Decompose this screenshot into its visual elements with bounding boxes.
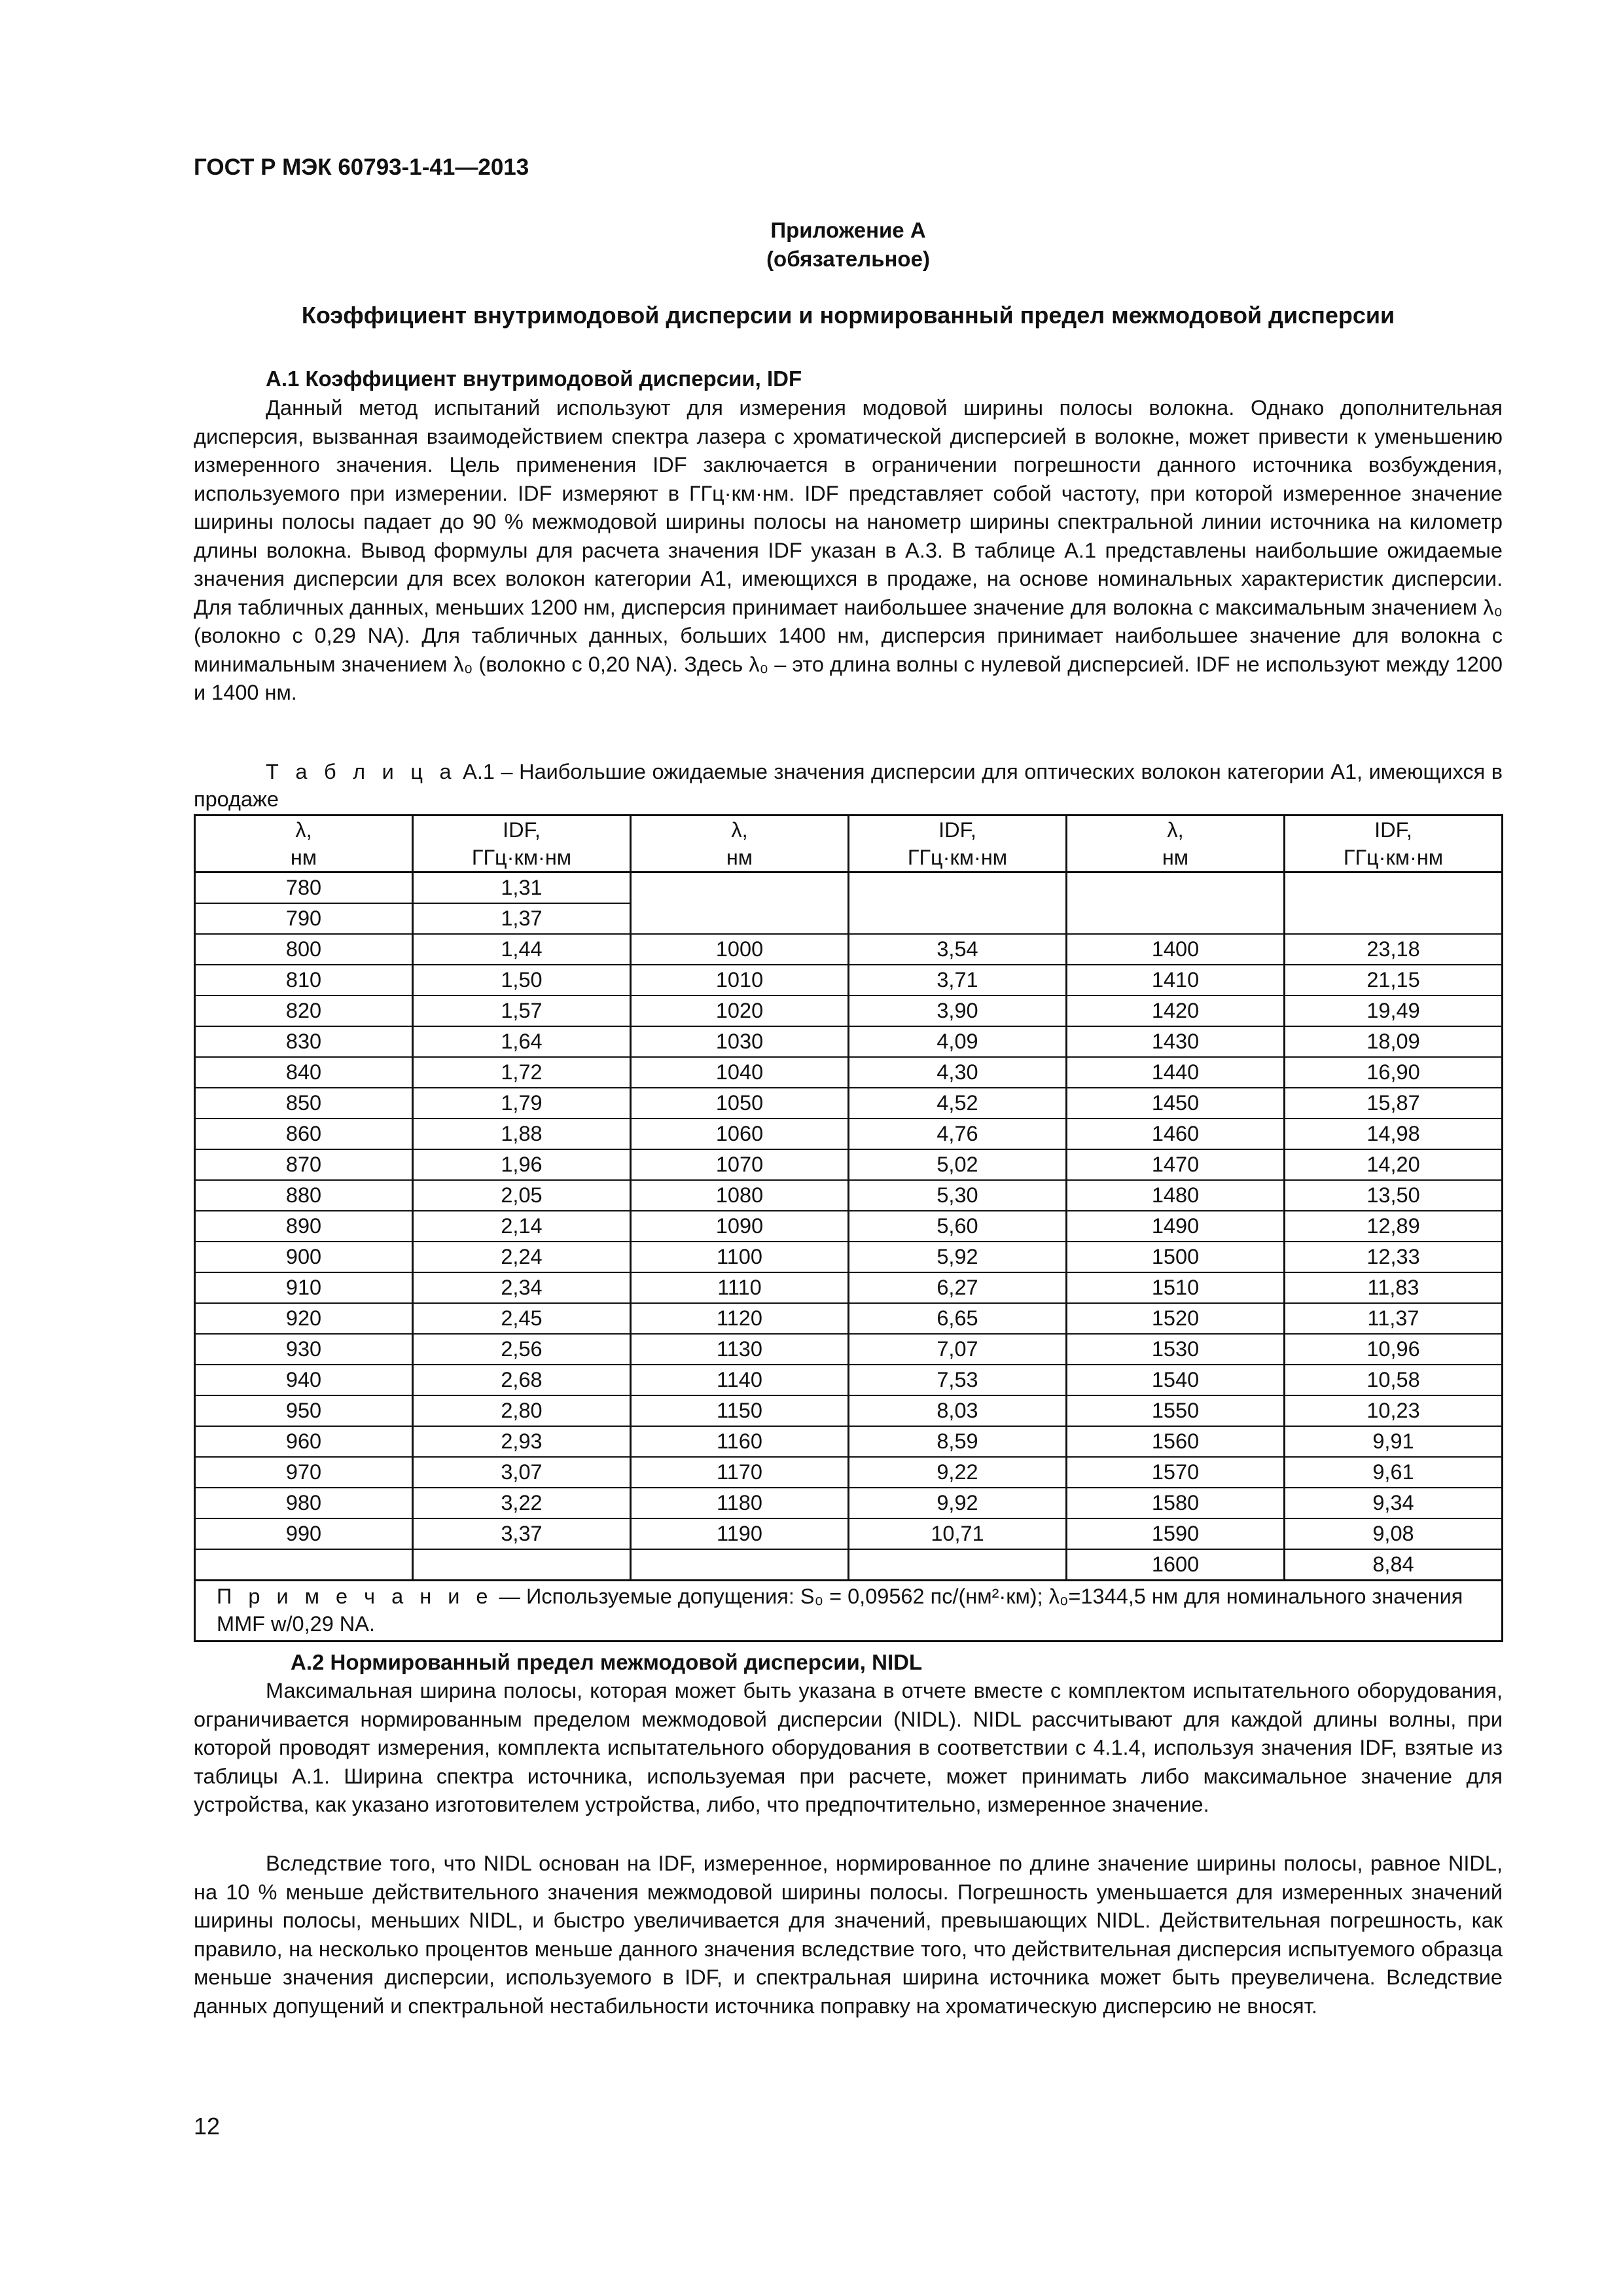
dispersion-table xyxy=(194,814,1503,1642)
table-row xyxy=(195,1026,1503,1057)
cell-idf-3: 11,83 xyxy=(1285,1272,1503,1303)
section-a1-heading: А.1 Коэффициент внутримодовой дисперсии, IDF xyxy=(266,367,802,391)
cell-wavelength-2: 1190 xyxy=(631,1518,849,1549)
cell-idf-1: 3,07 xyxy=(413,1457,631,1488)
cell-idf-3: 18,09 xyxy=(1285,1026,1503,1057)
cell-idf-3: 23,18 xyxy=(1285,934,1503,965)
cell-wavelength-3: 1590 xyxy=(1067,1518,1285,1549)
cell-idf-3: 15,87 xyxy=(1285,1088,1503,1119)
section-a2-heading: А.2 Нормированный предел межмодовой дисперсии, NIDL xyxy=(291,1650,923,1674)
appendix-label: Приложение А xyxy=(770,218,926,242)
cell-idf-1: 2,56 xyxy=(413,1334,631,1365)
page-number: 12 xyxy=(194,2113,221,2140)
cell-idf-2: 4,52 xyxy=(849,1088,1067,1119)
table-row xyxy=(195,1365,1503,1395)
table-header xyxy=(195,816,1503,872)
cell-idf-2 xyxy=(849,1549,1067,1581)
cell-idf-2: 6,65 xyxy=(849,1303,1067,1334)
cell-wavelength-2: 1090 xyxy=(631,1211,849,1242)
cell-wavelength-1: 900 xyxy=(195,1242,413,1272)
cell-wavelength-3 xyxy=(1067,872,1285,904)
cell-wavelength-3: 1580 xyxy=(1067,1488,1285,1518)
cell-idf-1: 2,68 xyxy=(413,1365,631,1395)
header-idf-3: IDF, ГГц·км·нм xyxy=(1285,816,1503,872)
cell-idf-2: 7,53 xyxy=(849,1365,1067,1395)
cell-wavelength-2: 1160 xyxy=(631,1426,849,1457)
cell-wavelength-1: 850 xyxy=(195,1088,413,1119)
header-idf-1: IDF, ГГц·км·нм xyxy=(413,816,631,872)
cell-wavelength-1: 780 xyxy=(195,872,413,904)
table-row xyxy=(195,872,1503,904)
cell-idf-2: 7,07 xyxy=(849,1334,1067,1365)
cell-idf-1 xyxy=(413,1549,631,1581)
cell-wavelength-3: 1470 xyxy=(1067,1149,1285,1180)
table-row xyxy=(195,1119,1503,1149)
cell-idf-3: 12,89 xyxy=(1285,1211,1503,1242)
cell-idf-3: 9,61 xyxy=(1285,1457,1503,1488)
cell-idf-1: 1,88 xyxy=(413,1119,631,1149)
header-idf-2: IDF, ГГц·км·нм xyxy=(849,816,1067,872)
cell-wavelength-1: 880 xyxy=(195,1180,413,1211)
cell-wavelength-3: 1430 xyxy=(1067,1026,1285,1057)
cell-idf-3: 8,84 xyxy=(1285,1549,1503,1581)
table-row xyxy=(195,1211,1503,1242)
cell-wavelength-1: 800 xyxy=(195,934,413,965)
cell-idf-1: 1,50 xyxy=(413,965,631,996)
header-wavelength-3: λ, нм xyxy=(1067,816,1285,872)
cell-idf-2: 4,30 xyxy=(849,1057,1067,1088)
cell-wavelength-3: 1420 xyxy=(1067,996,1285,1026)
cell-wavelength-1: 980 xyxy=(195,1488,413,1518)
cell-wavelength-2 xyxy=(631,1549,849,1581)
cell-idf-3 xyxy=(1285,903,1503,934)
cell-idf-1: 2,45 xyxy=(413,1303,631,1334)
cell-idf-2: 5,60 xyxy=(849,1211,1067,1242)
table-caption-label: Т а б л и ц а xyxy=(266,760,457,783)
table-row xyxy=(195,1518,1503,1549)
cell-wavelength-3: 1600 xyxy=(1067,1549,1285,1581)
cell-wavelength-3: 1460 xyxy=(1067,1119,1285,1149)
cell-wavelength-2: 1100 xyxy=(631,1242,849,1272)
cell-wavelength-1: 830 xyxy=(195,1026,413,1057)
table-row xyxy=(195,1272,1503,1303)
cell-wavelength-1: 890 xyxy=(195,1211,413,1242)
cell-idf-1: 3,37 xyxy=(413,1518,631,1549)
cell-wavelength-3: 1410 xyxy=(1067,965,1285,996)
table-row xyxy=(195,1488,1503,1518)
cell-idf-1: 1,64 xyxy=(413,1026,631,1057)
cell-idf-1: 2,34 xyxy=(413,1272,631,1303)
table-row xyxy=(195,1426,1503,1457)
cell-idf-3: 12,33 xyxy=(1285,1242,1503,1272)
cell-idf-2: 8,03 xyxy=(849,1395,1067,1426)
cell-wavelength-1: 910 xyxy=(195,1272,413,1303)
cell-idf-1: 1,72 xyxy=(413,1057,631,1088)
cell-wavelength-3: 1450 xyxy=(1067,1088,1285,1119)
cell-wavelength-3: 1570 xyxy=(1067,1457,1285,1488)
table-row xyxy=(195,1088,1503,1119)
cell-wavelength-3: 1540 xyxy=(1067,1365,1285,1395)
table-note-text: — Используемые допущения: S₀ = 0,09562 пс/(нм²·км); λ₀=1344,5 нм для номинального значения MMF w/0,29 NA. xyxy=(217,1585,1463,1636)
appendix-status: (обязательное) xyxy=(766,247,930,271)
table-note xyxy=(195,1581,1503,1641)
section-a2-paragraph-2: Вследствие того, что NIDL основан на IDF, измеренное, нормированное по длине значение ширины полосы, равное NIDL, на 10 % меньше действительного значения межмодовой ширины полосы. Погрешность уменьшается для измеренных значений ширины полосы, меньших NIDL, и быстро увеличивается для значений, превышающих NIDL. Действительная погрешность, как правило, на несколько процентов меньше данного значения вследствие того, что действительная дисперсия испытуемого образца меньше значения дисперсии, используемого в IDF, и спектральная ширина источника может быть преувеличена. Вследствие данных допущений и спектральной нестабильности источника поправку на хроматическую дисперсию не вносят. xyxy=(194,1852,1503,2018)
cell-idf-1: 1,31 xyxy=(413,872,631,904)
cell-idf-3: 19,49 xyxy=(1285,996,1503,1026)
cell-wavelength-2: 1180 xyxy=(631,1488,849,1518)
cell-wavelength-3: 1510 xyxy=(1067,1272,1285,1303)
cell-wavelength-2: 1130 xyxy=(631,1334,849,1365)
cell-idf-1: 1,79 xyxy=(413,1088,631,1119)
cell-wavelength-2 xyxy=(631,872,849,904)
cell-idf-3: 14,98 xyxy=(1285,1119,1503,1149)
cell-idf-1: 3,22 xyxy=(413,1488,631,1518)
cell-wavelength-2: 1140 xyxy=(631,1365,849,1395)
cell-wavelength-3: 1560 xyxy=(1067,1426,1285,1457)
table-row xyxy=(195,1395,1503,1426)
section-a1-paragraph: Данный метод испытаний используют для измерения модовой ширины полосы волокна. Однако дополнительная дисперсия, вызванная взаимодействием спектра лазера с хроматической дисперсией в волокне, может привести к уменьшению измеренного значения. Цель применения IDF заключается в ограничении погрешности данного источника возбуждения, используемого при измерении. IDF измеряют в ГГц·км·нм. IDF представляет собой частоту, при которой измеренное значение ширины полосы падает до 90 % межмодовой ширины полосы на нанометр ширины спектральной линии источника на километр длины волокна. Вывод формулы для расчета значения IDF указан в А.3. В таблице А.1 представлены наибольшие ожидаемые значения дисперсии для всех волокон категории А1, имеющихся в продаже, на основе номинальных характеристик дисперсии. Для табличных данных, меньших 1200 нм, дисперсия принимает наибольшее значение для волокна с максимальным значением λ₀ (волокно с 0,29 NA). Для табличных данных, больших 1400 нм, дисперсия принимает наибольшее значение для волокна с минимальным значением λ₀ (волокно с 0,20 NA). Здесь λ₀ – это длина волны с нулевой дисперсией. IDF не используют между 1200 и 1400 нм. xyxy=(194,396,1503,704)
cell-idf-3: 10,96 xyxy=(1285,1334,1503,1365)
cell-wavelength-1: 960 xyxy=(195,1426,413,1457)
appendix-heading xyxy=(194,216,1503,274)
cell-wavelength-2: 1170 xyxy=(631,1457,849,1488)
cell-idf-1: 1,37 xyxy=(413,903,631,934)
cell-idf-2: 4,09 xyxy=(849,1026,1067,1057)
cell-wavelength-1: 930 xyxy=(195,1334,413,1365)
cell-wavelength-3: 1490 xyxy=(1067,1211,1285,1242)
cell-idf-3: 9,91 xyxy=(1285,1426,1503,1457)
cell-idf-1: 1,57 xyxy=(413,996,631,1026)
table-note-row xyxy=(195,1581,1503,1641)
table-header-row xyxy=(195,816,1503,872)
cell-wavelength-1: 820 xyxy=(195,996,413,1026)
cell-idf-3: 11,37 xyxy=(1285,1303,1503,1334)
cell-wavelength-2: 1110 xyxy=(631,1272,849,1303)
cell-idf-3: 9,34 xyxy=(1285,1488,1503,1518)
cell-wavelength-3 xyxy=(1067,903,1285,934)
cell-idf-1: 2,24 xyxy=(413,1242,631,1272)
cell-wavelength-1: 840 xyxy=(195,1057,413,1088)
cell-idf-3: 21,15 xyxy=(1285,965,1503,996)
cell-idf-2: 5,92 xyxy=(849,1242,1067,1272)
cell-idf-3: 10,23 xyxy=(1285,1395,1503,1426)
table-body xyxy=(195,872,1503,1581)
section-a2-paragraph-1: Максимальная ширина полосы, которая может быть указана в отчете вместе с комплектом испытательного оборудования, ограничивается нормированным пределом межмодовой дисперсии (NIDL). NIDL рассчитывают для каждой длины волны, при которой проводят измерения, комплекта испытательного оборудования в соответствии с 4.1.4, используя значения IDF, взятые из таблицы А.1. Ширина спектра источника, используемая при расчете, может принимать либо максимальное значение для устройства, как указано изготовителем устройства, либо, что предпочтительно, измеренное значение. xyxy=(194,1679,1503,1816)
cell-wavelength-3: 1520 xyxy=(1067,1303,1285,1334)
cell-wavelength-3: 1400 xyxy=(1067,934,1285,965)
cell-idf-2: 5,30 xyxy=(849,1180,1067,1211)
cell-idf-2: 3,90 xyxy=(849,996,1067,1026)
cell-wavelength-2: 1060 xyxy=(631,1119,849,1149)
cell-idf-2: 10,71 xyxy=(849,1518,1067,1549)
cell-wavelength-2: 1030 xyxy=(631,1026,849,1057)
cell-idf-2 xyxy=(849,903,1067,934)
cell-wavelength-3: 1500 xyxy=(1067,1242,1285,1272)
cell-idf-3: 16,90 xyxy=(1285,1057,1503,1088)
cell-wavelength-2: 1040 xyxy=(631,1057,849,1088)
cell-idf-2: 8,59 xyxy=(849,1426,1067,1457)
cell-idf-1: 1,44 xyxy=(413,934,631,965)
cell-wavelength-3: 1480 xyxy=(1067,1180,1285,1211)
cell-idf-2: 6,27 xyxy=(849,1272,1067,1303)
cell-wavelength-2: 1150 xyxy=(631,1395,849,1426)
cell-wavelength-1: 940 xyxy=(195,1365,413,1395)
table-caption xyxy=(194,758,1503,813)
cell-wavelength-2: 1020 xyxy=(631,996,849,1026)
cell-wavelength-3: 1440 xyxy=(1067,1057,1285,1088)
cell-wavelength-2: 1070 xyxy=(631,1149,849,1180)
cell-wavelength-2: 1000 xyxy=(631,934,849,965)
cell-idf-1: 1,96 xyxy=(413,1149,631,1180)
appendix-title: Коэффициент внутримодовой дисперсии и нормированный предел межмодовой дисперсии xyxy=(301,302,1395,329)
table-row xyxy=(195,1334,1503,1365)
cell-idf-3: 10,58 xyxy=(1285,1365,1503,1395)
table-row xyxy=(195,1242,1503,1272)
cell-idf-3: 9,08 xyxy=(1285,1518,1503,1549)
cell-idf-3: 13,50 xyxy=(1285,1180,1503,1211)
cell-idf-2: 3,71 xyxy=(849,965,1067,996)
cell-wavelength-1: 990 xyxy=(195,1518,413,1549)
table-row xyxy=(195,1057,1503,1088)
cell-idf-2: 5,02 xyxy=(849,1149,1067,1180)
table-row xyxy=(195,1180,1503,1211)
cell-wavelength-1: 950 xyxy=(195,1395,413,1426)
cell-idf-3 xyxy=(1285,872,1503,904)
cell-wavelength-2: 1120 xyxy=(631,1303,849,1334)
cell-wavelength-1: 870 xyxy=(195,1149,413,1180)
cell-wavelength-2: 1010 xyxy=(631,965,849,996)
cell-wavelength-3: 1530 xyxy=(1067,1334,1285,1365)
table-row xyxy=(195,934,1503,965)
cell-idf-2: 9,22 xyxy=(849,1457,1067,1488)
cell-idf-2: 9,92 xyxy=(849,1488,1067,1518)
cell-wavelength-1 xyxy=(195,1549,413,1581)
cell-idf-1: 2,05 xyxy=(413,1180,631,1211)
table-row xyxy=(195,1457,1503,1488)
cell-idf-3: 14,20 xyxy=(1285,1149,1503,1180)
cell-wavelength-2 xyxy=(631,903,849,934)
table-row xyxy=(195,1549,1503,1581)
cell-idf-1: 2,93 xyxy=(413,1426,631,1457)
cell-wavelength-1: 920 xyxy=(195,1303,413,1334)
table-row xyxy=(195,965,1503,996)
table-row xyxy=(195,996,1503,1026)
table-row xyxy=(195,1303,1503,1334)
cell-idf-2 xyxy=(849,872,1067,904)
table-note-label: П р и м е ч а н и е xyxy=(217,1585,493,1608)
table-row xyxy=(195,1149,1503,1180)
cell-idf-2: 4,76 xyxy=(849,1119,1067,1149)
cell-wavelength-1: 860 xyxy=(195,1119,413,1149)
table-caption-text: А.1 – Наибольшие ожидаемые значения дисперсии для оптических волокон категории А1, имеющихся в продаже xyxy=(194,760,1503,811)
cell-wavelength-2: 1080 xyxy=(631,1180,849,1211)
cell-idf-2: 3,54 xyxy=(849,934,1067,965)
header-wavelength-1: λ, нм xyxy=(195,816,413,872)
cell-wavelength-2: 1050 xyxy=(631,1088,849,1119)
cell-wavelength-1: 790 xyxy=(195,903,413,934)
cell-wavelength-1: 970 xyxy=(195,1457,413,1488)
header-wavelength-2: λ, нм xyxy=(631,816,849,872)
cell-idf-1: 2,14 xyxy=(413,1211,631,1242)
cell-idf-1: 2,80 xyxy=(413,1395,631,1426)
table-row xyxy=(195,903,1503,934)
cell-wavelength-3: 1550 xyxy=(1067,1395,1285,1426)
document-code: ГОСТ Р МЭК 60793-1-41—2013 xyxy=(194,154,529,180)
cell-wavelength-1: 810 xyxy=(195,965,413,996)
